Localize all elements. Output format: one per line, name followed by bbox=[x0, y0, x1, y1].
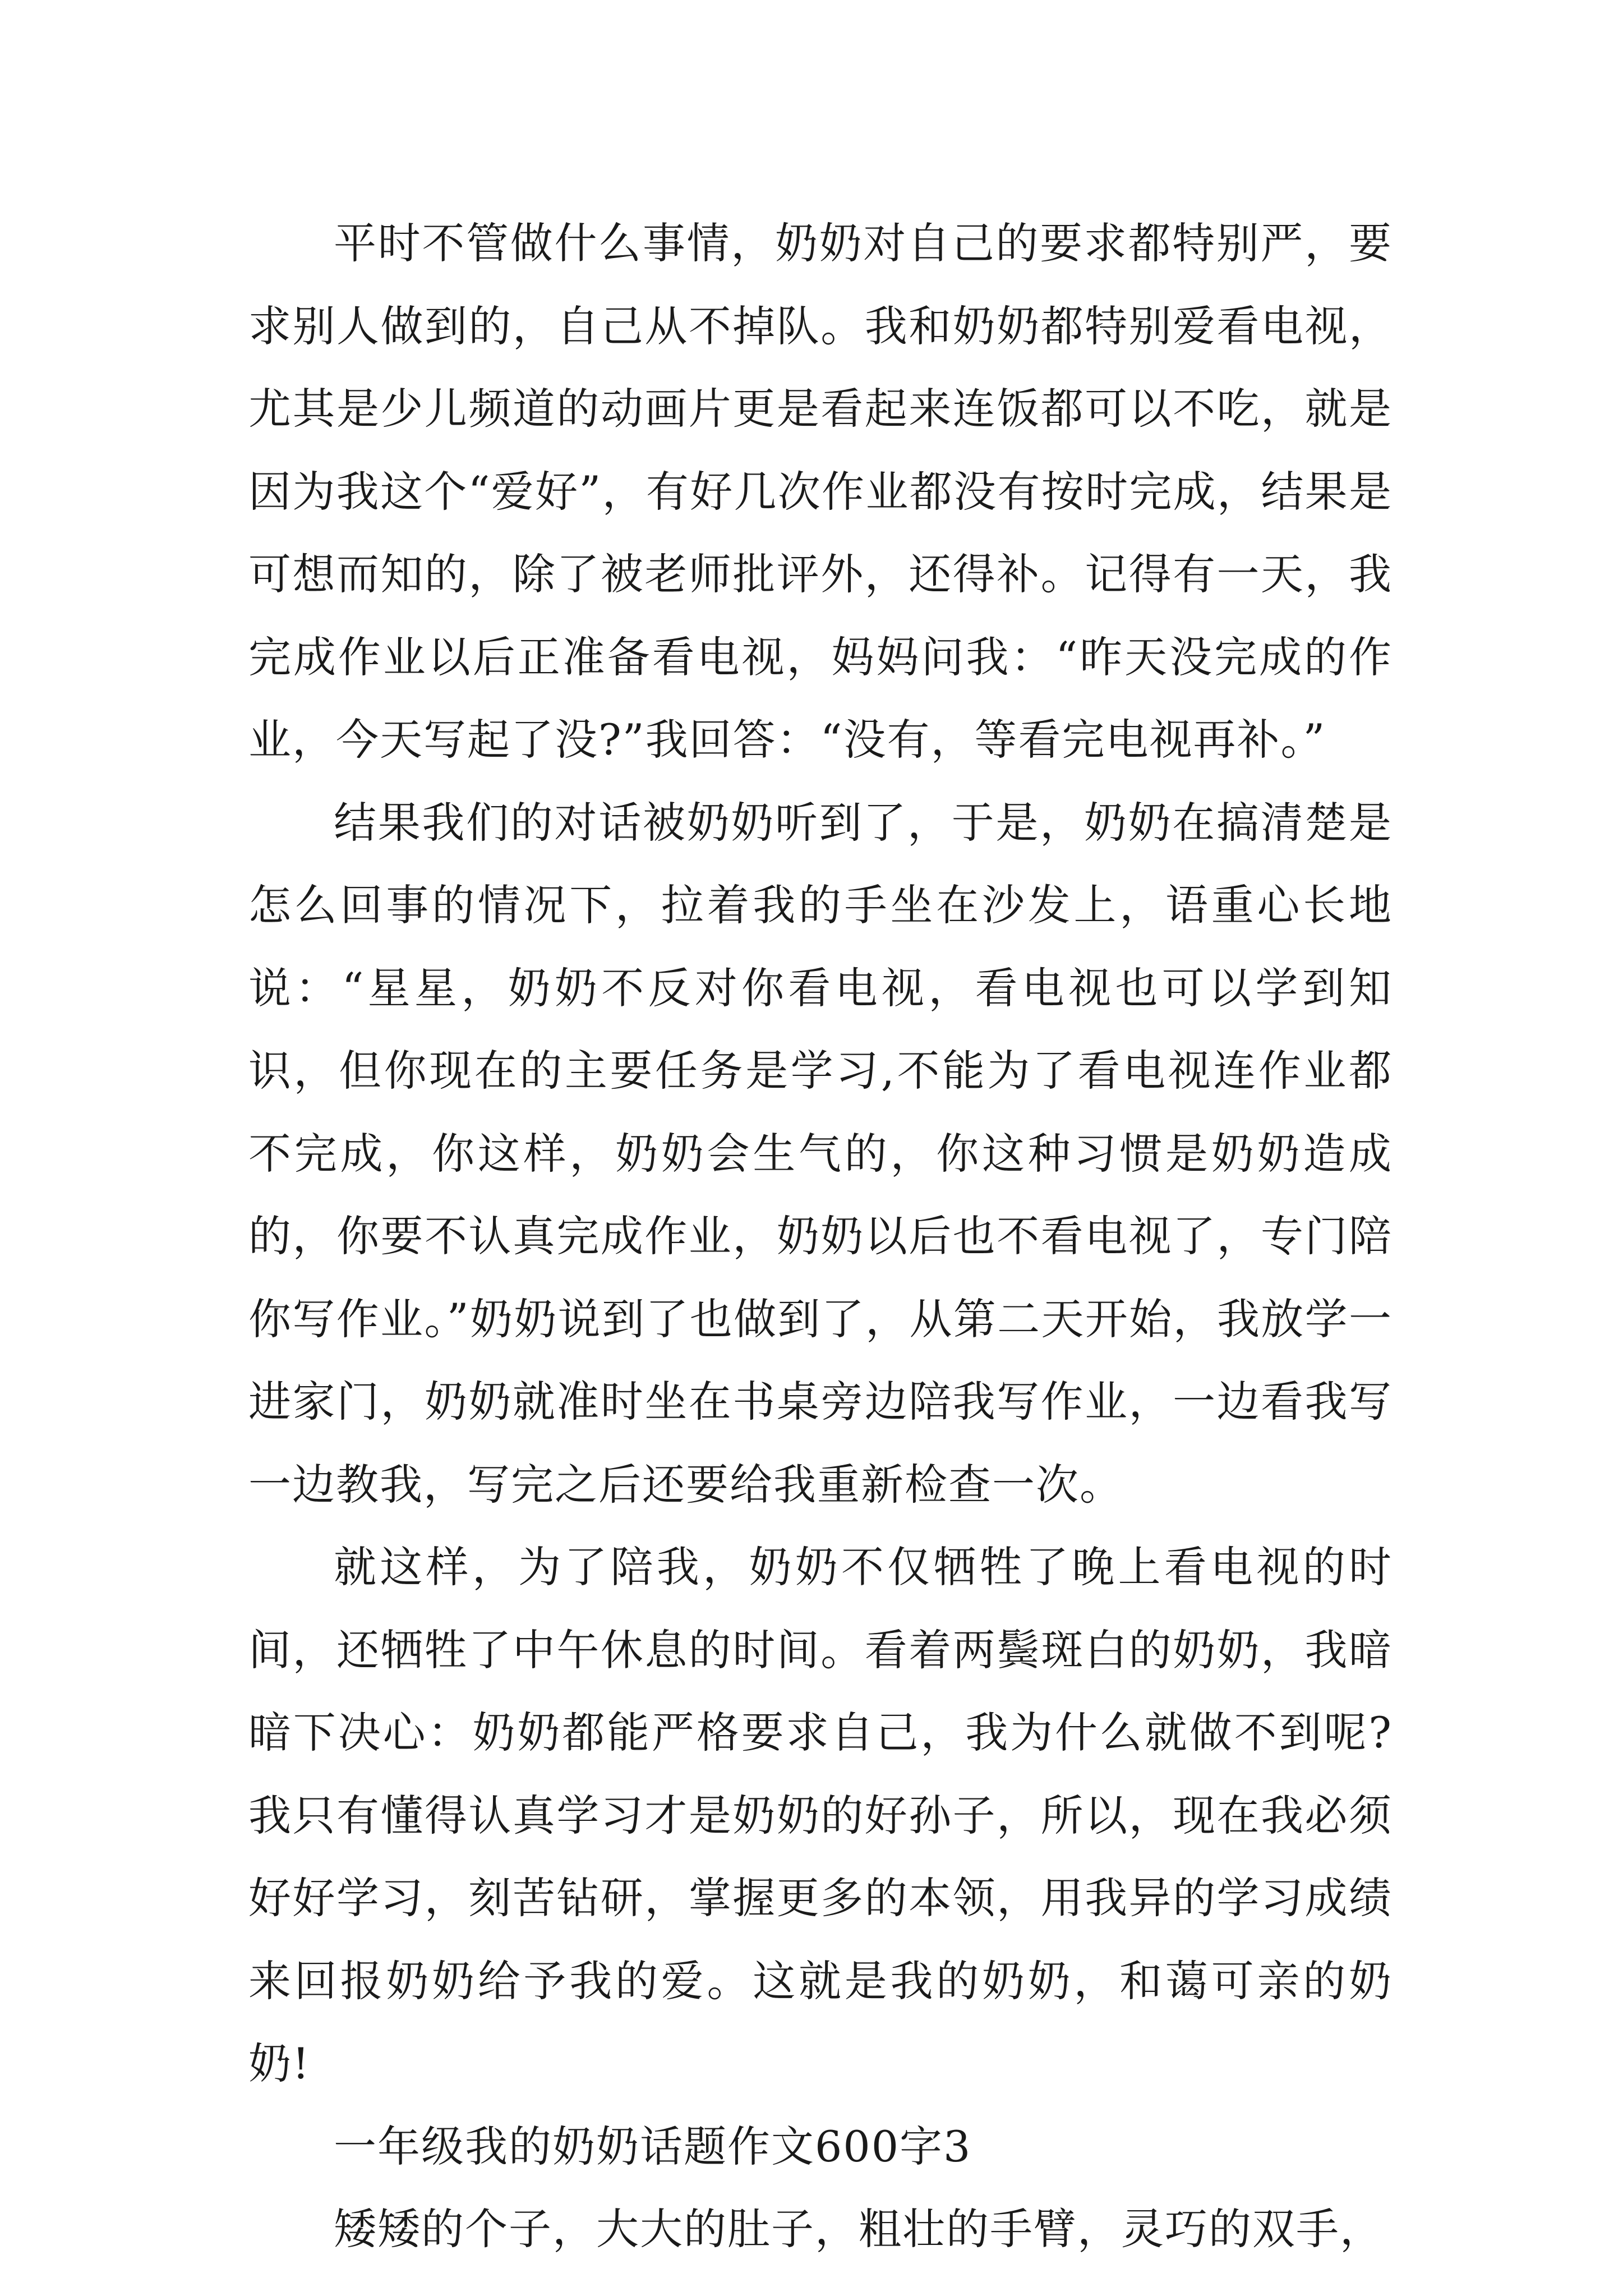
paragraph-1: 平时不管做什么事情，奶奶对自己的要求都特别严，要求别人做到的，自己从不掉队。我和奶奶都特别爱看电视，尤其是少儿频道的动画片更是看起来连饭都可以不吃，就是因为我这个“爱好”，有好几次作业都没有按时完成，结果是可想而知的，除了被老师批评外，还得补。记得有一天，我完成作业以后正准备看电视，妈妈问我：“昨天没完成的作业，今天写起了没?”我回答：“没有，等看完电视再补。” bbox=[248, 218, 1393, 765]
document-body bbox=[248, 202, 1393, 2271]
paragraph-2: 结果我们的对话被奶奶听到了，于是，奶奶在搞清楚是怎么回事的情况下，拉着我的手坐在沙发上，语重心长地说：“星星，奶奶不反对你看电视，看电视也可以学到知识，但你现在的主要任务是学习,不能为了看电视连作业都不完成，你这样，奶奶会生气的，你这种习惯是奶奶造成的，你要不认真完成作业，奶奶以后也不看电视了，专门陪你写作业。”奶奶说到了也做到了，从第二天开始，我放学一进家门，奶奶就准时坐在书桌旁边陪我写作业，一边看我写一边教我，写完之后还要给我重新检查一次。 bbox=[248, 797, 1393, 1510]
paragraph-3: 就这样，为了陪我，奶奶不仅牺牲了晚上看电视的时间，还牺牲了中午休息的时间。看着两鬓斑白的奶奶，我暗暗下决心：奶奶都能严格要求自己，我为什么就做不到呢?我只有懂得认真学习才是奶奶的好孙子，所以，现在我必须好好学习，刻苦钻研，掌握更多的本领，用我异的学习成绩来回报奶奶给予我的爱。这就是我的奶奶，和蔼可亲的奶奶! bbox=[248, 1542, 1393, 2088]
paragraph-4: 矮矮的个子，大大的肚子，粗壮的手臂，灵巧的双手， bbox=[334, 2204, 1384, 2254]
section-heading: 一年级我的奶奶话题作文600字3 bbox=[334, 2121, 972, 2171]
